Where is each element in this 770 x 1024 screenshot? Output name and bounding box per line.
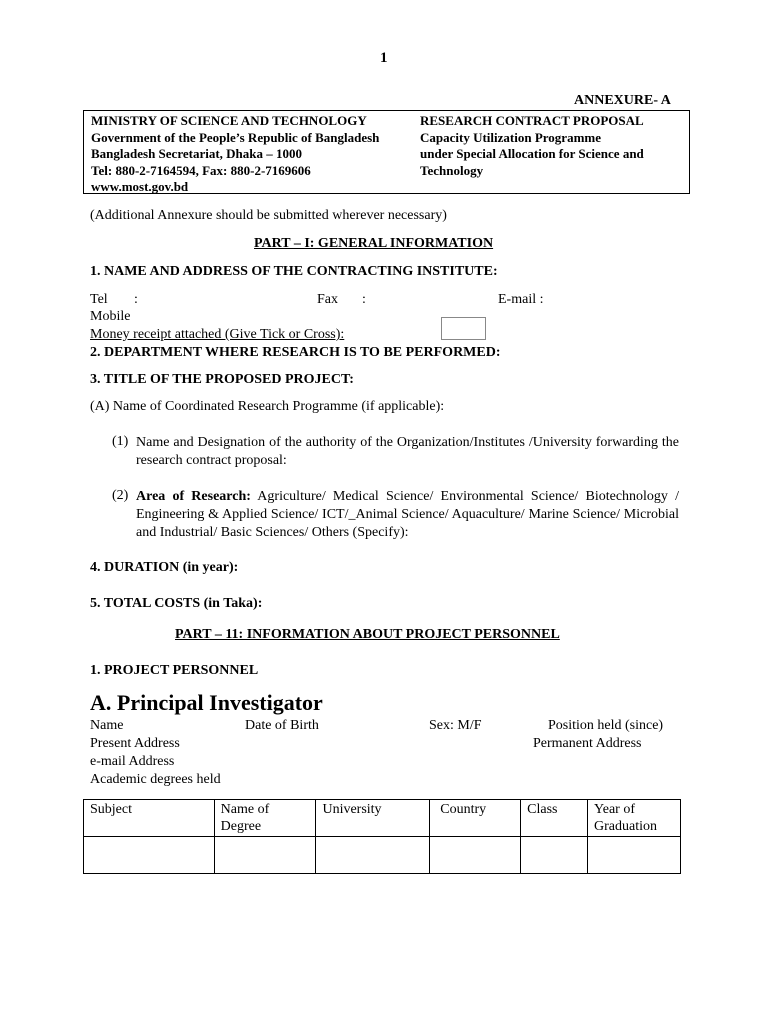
fax-label: Fax xyxy=(317,292,338,307)
table-row xyxy=(84,837,681,874)
column-header-degree: Name of Degree xyxy=(214,800,316,837)
proposal-info xyxy=(420,113,644,179)
tick-box[interactable] xyxy=(441,317,486,340)
column-header-university: University xyxy=(316,800,430,837)
pi-heading: A. Principal Investigator xyxy=(90,690,323,715)
ministry-line: MINISTRY OF SCIENCE AND TECHNOLOGY xyxy=(91,113,367,128)
class-cell[interactable] xyxy=(521,837,588,874)
country-cell[interactable] xyxy=(430,837,521,874)
part1-title: PART – I: GENERAL INFORMATION xyxy=(254,236,494,251)
column-header-class: Class xyxy=(521,800,588,837)
subject-cell[interactable] xyxy=(84,837,215,874)
mobile-label: Mobile xyxy=(90,309,131,324)
area-of-research-options: Agriculture/ Medical Science/ Environmental Science/ Biotechnology / Engineering & Applied Science/ ICT/_Animal Science/ Aquaculture/ Marine Science/ Microbial and Industrial/ Basic Sciences/ Others (Specify): xyxy=(136,489,679,540)
ministry-line: www.most.gov.bd xyxy=(91,179,189,194)
tel-label: Tel xyxy=(90,292,108,307)
column-header-country: Country xyxy=(430,800,521,837)
pi-name-label: Name xyxy=(90,718,124,733)
personnel-title: 1. PROJECT PERSONNEL xyxy=(90,663,259,678)
table-header-row xyxy=(84,800,681,837)
ministry-line: Bangladesh Secretariat, Dhaka – 1000 xyxy=(91,146,303,161)
section2-title: 2. DEPARTMENT WHERE RESEARCH IS TO BE PERFORMED: xyxy=(90,345,501,360)
pi-degrees-label: Academic degrees held xyxy=(90,772,221,787)
pi-position-label: Position held (since) xyxy=(548,718,664,733)
proposal-line: RESEARCH CONTRACT PROPOSAL xyxy=(420,113,644,128)
ministry-line: Government of the People’s Republic of Bangladesh xyxy=(91,129,380,145)
column-header-subject: Subject xyxy=(84,800,215,837)
money-receipt-label: Money receipt attached (Give Tick or Cross): xyxy=(90,327,345,342)
proposal-line: under Special Allocation for Science and xyxy=(420,146,644,161)
pi-present-address-label: Present Address xyxy=(90,736,180,751)
pi-email-label: e-mail Address xyxy=(90,754,175,769)
year-cell[interactable] xyxy=(588,837,681,874)
university-cell[interactable] xyxy=(316,837,430,874)
email-label: E-mail : xyxy=(498,292,544,307)
ministry-info xyxy=(91,113,379,196)
annexure-note: (Additional Annexure should be submitted wherever necessary) xyxy=(90,208,447,223)
fax-colon: : xyxy=(362,292,366,307)
part2-title: PART – 11: INFORMATION ABOUT PROJECT PERSONNEL xyxy=(175,627,560,642)
proposal-line: Capacity Utilization Programme xyxy=(420,129,601,145)
area-of-research-label: Area of Research: xyxy=(136,489,251,504)
section3a-label: (A) Name of Coordinated Research Programme (if applicable): xyxy=(90,399,445,414)
item2-paragraph xyxy=(136,488,679,542)
section1-title: 1. NAME AND ADDRESS OF THE CONTRACTING INSTITUTE: xyxy=(90,264,498,279)
pi-permanent-address-label: Permanent Address xyxy=(533,736,642,751)
item1-number: (1) xyxy=(112,434,129,449)
column-header-year: Year of Graduation xyxy=(588,800,681,837)
degree-table xyxy=(83,799,681,874)
ministry-line: Tel: 880-2-7164594, Fax: 880-2-7169606 xyxy=(91,162,311,178)
tel-colon: : xyxy=(134,292,138,307)
proposal-line: Technology xyxy=(420,162,484,178)
header-box xyxy=(83,110,690,194)
annexure-label: ANNEXURE- A xyxy=(574,93,671,108)
pi-dob-label: Date of Birth xyxy=(245,718,319,733)
pi-sex-label: Sex: M/F xyxy=(429,718,482,733)
section3-title: 3. TITLE OF THE PROPOSED PROJECT: xyxy=(90,372,354,387)
item1-text: Name and Designation of the authority of the Organization/Institutes /University forwarding the research contract proposal: xyxy=(136,435,679,468)
section4-title: 4. DURATION (in year): xyxy=(90,560,239,575)
item2-number: (2) xyxy=(112,488,129,503)
section5-title: 5. TOTAL COSTS (in Taka): xyxy=(90,596,263,611)
degree-cell[interactable] xyxy=(214,837,316,874)
page-number: 1 xyxy=(380,50,388,66)
